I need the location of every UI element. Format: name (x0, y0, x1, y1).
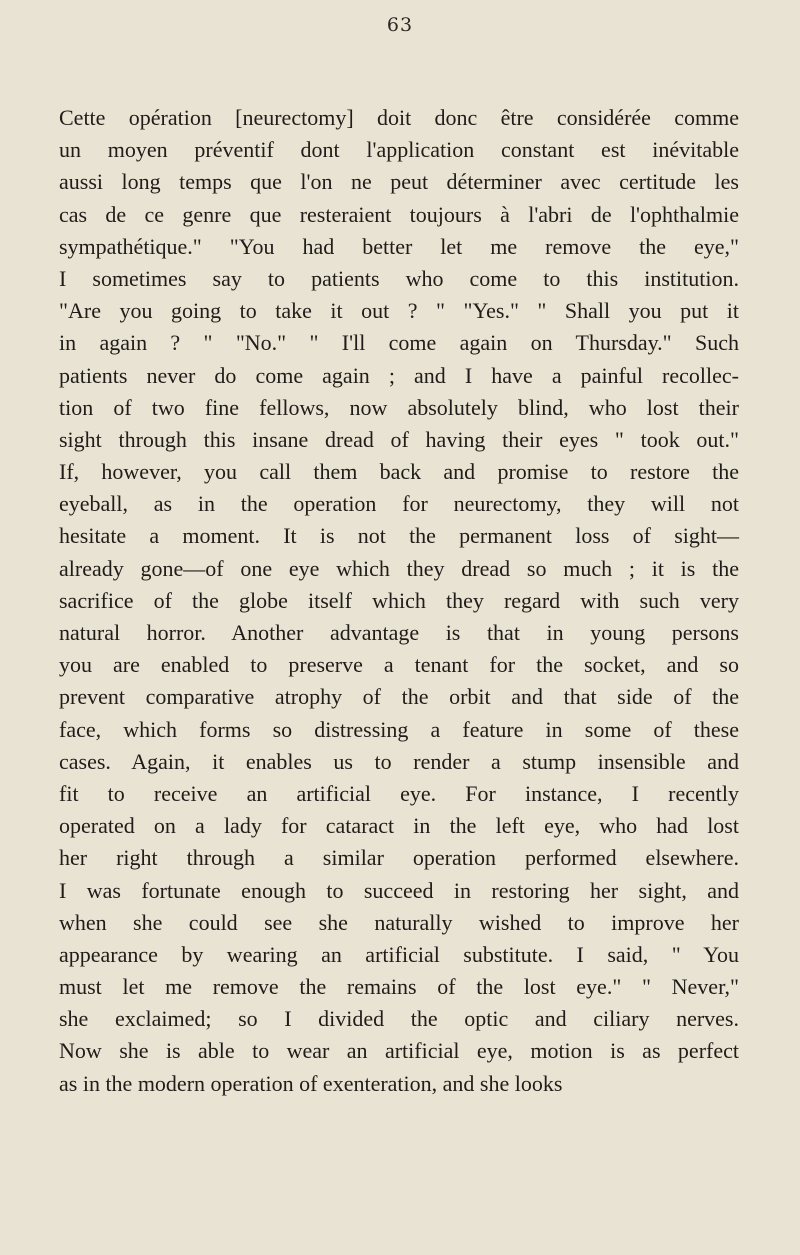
text-line: hesitate a moment. It is not the permanent loss of sight— (59, 523, 739, 549)
text-line: when she could see she naturally wished to improve her (59, 909, 739, 935)
text-line: If, however, you call them back and promise to restore the (59, 459, 739, 485)
page-number: 63 (386, 14, 414, 36)
text-line: she exclaimed; so I divided the optic and ciliary nerves. (59, 1006, 739, 1032)
text-line: tion of two fine fellows, now absolutely blind, who lost their (59, 394, 739, 420)
text-line: "Are you going to take it out ? " "Yes." " Shall you put it (59, 298, 739, 324)
text-line: Now she is able to wear an artificial eye, motion is as perfect (59, 1038, 739, 1064)
text-line: fit to receive an artificial eye. For instance, I recently (59, 780, 739, 806)
text-line: prevent comparative atrophy of the orbit and that side of the (59, 684, 739, 710)
text-line: I sometimes say to patients who come to this institution. (59, 265, 739, 291)
text-line: already gone—of one eye which they dread so much ; it is the (59, 555, 739, 581)
text-line: Cette opération [neurectomy] doit donc être considérée comme (59, 105, 739, 130)
text-line: cas de ce genre que resteraient toujours à l'abri de l'ophthalmie (59, 201, 739, 227)
text-line: sight through this insane dread of having their eyes " took out." (59, 426, 739, 452)
text-line: you are enabled to preserve a tenant for the socket, and so (59, 652, 739, 678)
text-line: cases. Again, it enables us to render a stump insensible and (59, 748, 739, 774)
text-line: sacrifice of the globe itself which they regard with such very (59, 587, 739, 613)
text-line: I was fortunate enough to succeed in restoring her sight, and (59, 877, 739, 903)
text-line: sympathétique." "You had better let me remove the eye," (59, 233, 739, 259)
text-line: in again ? " "No." " I'll come again on Thursday." Such (59, 330, 739, 356)
text-line: appearance by wearing an artificial substitute. I said, " You (59, 941, 739, 967)
body-text (59, 102, 739, 1100)
text-line: natural horror. Another advantage is that in young persons (59, 620, 739, 645)
text-line: face, which forms so distressing a feature in some of these (59, 716, 739, 742)
text-line: must let me remove the remains of the lost eye." " Never," (59, 974, 739, 1000)
text-line: as in the modern operation of exenteration, and she looks (59, 1070, 563, 1096)
text-line: patients never do come again ; and I have a painful recollec- (59, 362, 739, 388)
text-line: her right through a similar operation performed elsewhere. (59, 845, 739, 871)
text-line: operated on a lady for cataract in the left eye, who had lost (59, 813, 739, 839)
text-line: aussi long temps que l'on ne peut déterminer avec certitude les (59, 169, 739, 195)
text-line: eyeball, as in the operation for neurectomy, they will not (59, 491, 739, 517)
text-line: un moyen préventif dont l'application constant est inévitable (59, 137, 739, 163)
